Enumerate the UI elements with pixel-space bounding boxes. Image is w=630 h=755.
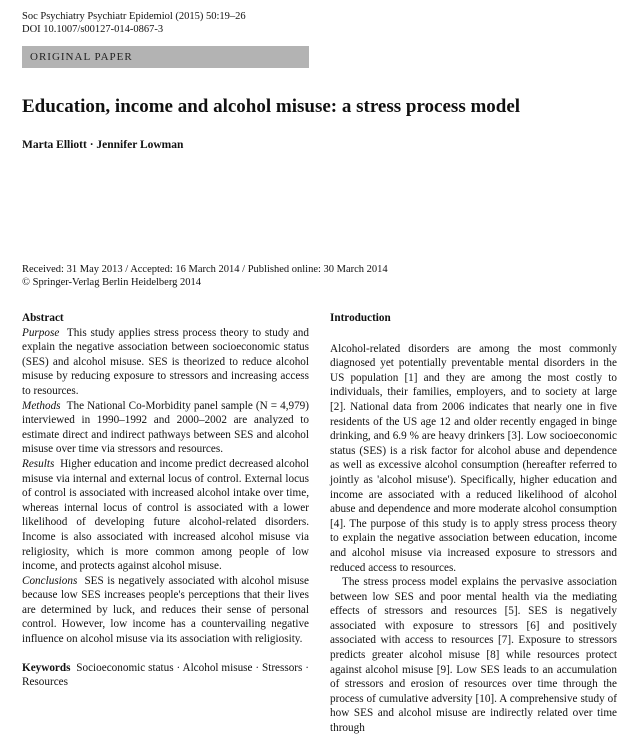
keywords-label: Keywords <box>22 661 71 674</box>
abstract-purpose <box>22 326 309 399</box>
journal-meta <box>22 10 246 36</box>
publication-dates <box>22 263 388 289</box>
conclusions-text: SES is negatively associated with alcohol misuse because low SES increases people's perceptions that their lives are determined by luck, and reduces their sense of personal control. However, low income has a countervailing negative influence on alcohol misuse via its association with religiosity. <box>22 574 309 646</box>
purpose-text: This study applies stress process theory to study and explain the negative association between socioeconomic status (SES) and alcohol misuse. SES is theorized to reduce alcohol misuse by reducing exposure to stressors and increasing access to resources. <box>22 326 309 397</box>
introduction-column <box>330 311 617 736</box>
abstract-column <box>22 311 309 690</box>
methods-text: The National Co-Morbidity panel sample (N = 4,979) interviewed in 1990–1992 and 2000–2002 are analyzed to estimate direct and indirect pathways between SES and alcohol misuse over time via stressors and resources. <box>22 399 310 456</box>
intro-paragraph-2: The stress process model explains the pervasive association between low SES and poor mental health via the mediating effects of stressors and resources [5]. SES is negatively associated with exposure to stressors [6] and positively associated with access to resources [7]. Exposure to stressors predicts greater alcohol misuse [8] while resources protect against alcohol misuse [9]. Low SES leads to an accumulation of stressors and erosion of resources over time through the process of cumulative adversity [10]. A comprehensive study of how SES and alcohol misuse are indirectly related over time through <box>330 576 617 735</box>
intro-paragraph-1: Alcohol-related disorders are among the most commonly diagnosed yet potentially preventable mental disorders in the US population [1] and they are among the most costly to individuals, their families, employers, and to society at large [2]. National data from 2006 indicates that nearly one in five residents of the US age 12 and older recently engaged in binge drinking, and 6.9 % are heavy drinkers [3]. Low socioeconomic status (SES) is a risk factor for alcohol abuse and dependence as well as excessive alcohol consumption (hereafter referred to jointly as 'alcohol misuse'). Specifically, higher education and income are associated with a reduced likelihood of alcohol abuse and dependence and more moderate alcohol consumption [4]. The purpose of this study is to apply stress process theory to explain the negative association between education, income and alcohol misuse via increased exposure to stressors and reduced access to resources. <box>330 342 617 574</box>
results-text: Higher education and income predict decreased alcohol misuse via internal and external locus of control. External locus of control is associated with increased alcohol intake over time, whereas internal locus of control is associated with a lower likelihood of developing future alcohol-related disorders. Income is also associated with increased alcohol misuse via religiosity, which is more common among people of low income, and protects against alcohol misuse. <box>22 457 309 573</box>
article-title: Education, income and alcohol misuse: a stress process model <box>22 96 521 117</box>
results-label: Results <box>22 457 55 470</box>
keywords-text: Socioeconomic status · Alcohol misuse · Stressors · Resources <box>22 661 309 689</box>
article-type-banner: ORIGINAL PAPER <box>22 46 309 68</box>
purpose-label: Purpose <box>22 326 60 339</box>
methods-label: Methods <box>22 399 61 412</box>
journal-citation: Soc Psychiatry Psychiatr Epidemiol (2015) 50:19–26 <box>22 11 246 22</box>
authors: Marta Elliott · Jennifer Lowman <box>22 139 184 151</box>
copyright: © Springer-Verlag Berlin Heidelberg 2014 <box>22 277 202 288</box>
keywords <box>22 661 309 690</box>
abstract-conclusions <box>22 574 309 647</box>
doi: DOI 10.1007/s00127-014-0867-3 <box>22 24 164 35</box>
abstract-methods <box>22 399 309 457</box>
abstract-results <box>22 457 309 574</box>
abstract-heading: Abstract <box>22 312 64 324</box>
conclusions-label: Conclusions <box>22 574 78 587</box>
introduction-heading: Introduction <box>330 312 391 324</box>
history-dates: Received: 31 May 2013 / Accepted: 16 March 2014 / Published online: 30 March 2014 <box>22 264 388 275</box>
